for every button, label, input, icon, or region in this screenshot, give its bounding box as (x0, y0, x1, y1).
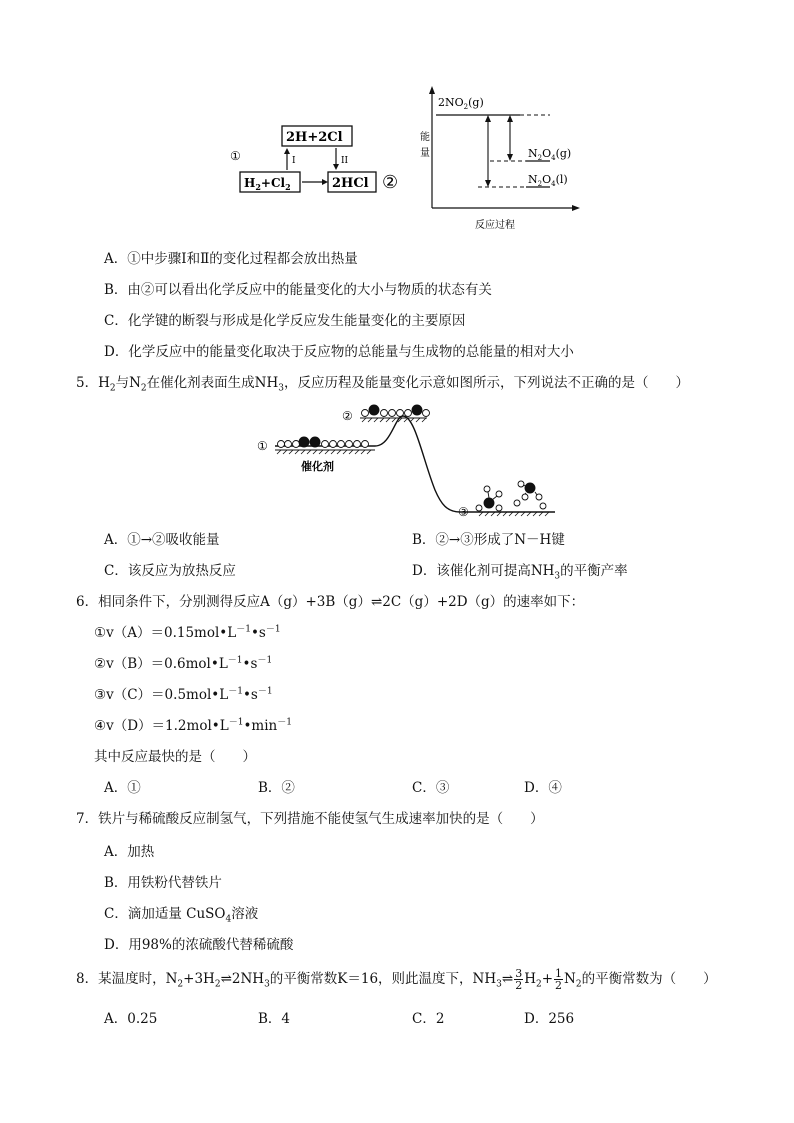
q4-x-label: 反应过程 (475, 220, 515, 231)
q7-option-c-sub: 4 (225, 914, 232, 925)
q6-option-c: C．③ (412, 780, 450, 796)
q6-rate-3 (94, 686, 273, 704)
q4-y-label-1: 能 (420, 132, 430, 143)
q8-f1-den: 2 (515, 979, 523, 992)
q8-sub: 3 (264, 979, 270, 990)
q8-fraction-1 (514, 968, 523, 991)
q4-diagram (220, 82, 600, 232)
q8-option-a: A．0.25 (104, 1011, 158, 1027)
q4-x-axis-head (572, 205, 580, 211)
q4-y-label-2: 量 (420, 148, 430, 159)
q8-f2-num: 1 (555, 967, 563, 980)
q5-number: 5． (76, 375, 99, 391)
q4-arrow-big-top (485, 115, 491, 122)
q6-rate-4-unit: •min (243, 718, 278, 734)
q5-molecules-3 (476, 481, 546, 511)
q4-figure (220, 82, 600, 232)
q4-circle1: ① (230, 149, 241, 163)
q6-rate-3-unit: •s (242, 687, 258, 703)
q5-option-a: A．①→②吸收能量 (104, 532, 220, 548)
q5-option-d (412, 562, 628, 580)
q4-arrow-down-head (333, 164, 339, 170)
q6-rate-4 (94, 717, 292, 735)
q6-rate-4-text: ④v（D）＝1.2mol•L (94, 718, 229, 734)
q6-ask: 其中反应最快的是（ ） (94, 749, 256, 765)
q6-option-b: B．② (258, 780, 295, 796)
q5-label-3: ③ (458, 505, 469, 519)
q8-sub: 3 (496, 979, 502, 990)
q4-product: 2HCl (332, 176, 369, 191)
q5-molecules-2 (362, 405, 430, 417)
q8-s2: +3H (183, 971, 215, 987)
q8-s1: 8．某温度时，N (76, 971, 178, 987)
q6-sup: －1 (257, 686, 273, 697)
q6-rate-3-text: ③v（C）＝0.5mol•L (94, 687, 229, 703)
q4-reactants: $H_2+Cl_2$ (244, 176, 291, 192)
q5-option-c: C．该反应为放热反应 (104, 563, 236, 579)
q4-option-d: D．化学反应中的能量变化取决于反应物的总能量与生成物的总能量的相对大小 (104, 344, 574, 360)
q5-stem-a: H (98, 375, 110, 391)
q4-arrow-small-top (507, 115, 513, 122)
q6-option-d: D．④ (524, 780, 562, 796)
q5-stem (76, 374, 689, 392)
q4-level2-label: $N_2O_4(g)$ (528, 147, 572, 162)
q8-fraction-2 (554, 968, 563, 991)
q6-rate-1-text: ①v（A）＝0.15mol•L (94, 625, 237, 641)
q4-circle2: ② (382, 172, 399, 193)
q4-step2: II (341, 156, 349, 166)
q4-level1-label: $2NO_2(g)$ (438, 96, 484, 111)
q5-stem-b: 与N (115, 375, 141, 391)
q7-option-a: A．加热 (104, 844, 155, 860)
q8-s4: 的平衡常数K＝16，则此温度下，NH (269, 971, 497, 987)
q8-s9: 的平衡常数为（ ） (581, 971, 717, 987)
q6-sup: －1 (227, 655, 243, 666)
q8-option-d: D．256 (524, 1011, 575, 1027)
q8-option-b: B．4 (258, 1011, 291, 1027)
q5-figure (255, 400, 560, 520)
q4-y-axis-head (429, 86, 435, 94)
q5-stem-d: ，反应历程及能量变化示意如图所示，下列说法不正确的是（ ） (283, 375, 689, 391)
q4-arrow-small-bottom (507, 154, 513, 161)
q7-option-c-pre: C．滴加适量 CuSO (104, 906, 226, 922)
q8-sub: 2 (214, 979, 221, 990)
q6-rate-1-unit: •s (250, 625, 266, 641)
q8-stem (76, 966, 717, 992)
q6-sup: －1 (236, 624, 251, 635)
q4-level3-label: $N_2O_4(l)$ (528, 173, 568, 188)
q8-f1-num: 3 (515, 967, 523, 980)
q6-rate-1 (94, 624, 281, 642)
q6-stem: 6．相同条件下，分别测得反应A（g）+3B（g）⇌2C（g）+2D（g）的速率如下： (76, 594, 585, 610)
q8-sub: 2 (177, 979, 184, 990)
q7-option-b: B．用铁粉代替铁片 (104, 875, 222, 891)
q8-sub: 2 (535, 979, 542, 990)
q6-sup: －1 (265, 624, 281, 635)
q4-arrow-big-bottom (485, 180, 491, 187)
q8-s8: N (564, 971, 576, 987)
q8-s6: H (524, 971, 536, 987)
q5-sub: 3 (278, 383, 284, 394)
q5-hatch-1 (277, 450, 371, 454)
q6-rate-2 (94, 655, 272, 673)
q5-label-1: ① (257, 439, 268, 453)
q6-sup: －1 (228, 686, 243, 697)
q7-option-c-post: 溶液 (231, 906, 259, 922)
q6-option-a: A．① (104, 780, 141, 796)
q8-option-c: C．2 (412, 1011, 445, 1027)
q4-option-c: C．化学键的断裂与形成是化学反应发生能量变化的主要原因 (104, 313, 466, 329)
q8-s5: ⇌ (501, 971, 514, 987)
q6-sup: －1 (228, 717, 244, 728)
q5-sub: 2 (140, 383, 147, 394)
q8-f2-den: 2 (555, 979, 563, 992)
q5-catalyst-label: 催化剂 (301, 460, 334, 473)
q5-option-d-pre: D．该催化剂可提高NH (412, 563, 555, 579)
q8-sub: 2 (575, 979, 582, 990)
q5-option-d-post: 的平衡产率 (560, 563, 628, 579)
q4-arrow-up-head (284, 148, 290, 154)
q5-molecules-1 (278, 437, 369, 448)
q6-sup: －1 (257, 655, 273, 666)
q5-sub: 2 (109, 383, 116, 394)
q6-rate-2-unit: •s (242, 656, 258, 672)
q4-option-b: B．由②可以看出化学反应中的能量变化的大小与物质的状态有关 (104, 282, 492, 298)
q4-step1: I (292, 156, 296, 166)
q6-sup: －1 (277, 717, 292, 728)
q4-option-a: A．①中步骤Ⅰ和Ⅱ的变化过程都会放出热量 (104, 251, 358, 267)
q5-label-2: ② (342, 409, 353, 423)
q7-option-c (104, 905, 258, 923)
q5-stem-c: 在催化剂表面生成NH (146, 375, 279, 391)
q4-top-box-text: 2H+2Cl (286, 130, 343, 145)
q8-s3: ⇌2NH (220, 971, 265, 987)
q4-arrow-right-head (322, 179, 328, 185)
q7-option-d: D．用98%的浓硫酸代替稀硫酸 (104, 937, 294, 953)
q5-option-b: B．②→③形成了N－H键 (412, 532, 565, 548)
q5-hatch-2 (362, 418, 426, 422)
q8-s7: + (541, 971, 554, 987)
q7-stem: 7．铁片与稀硫酸反应制氢气，下列措施不能使氢气生成速率加快的是（ ） (76, 811, 544, 827)
q6-rate-2-text: ②v（B）＝0.6mol•L (94, 656, 228, 672)
q5-diagram (255, 400, 560, 520)
q5-option-d-sub: 3 (554, 571, 561, 582)
